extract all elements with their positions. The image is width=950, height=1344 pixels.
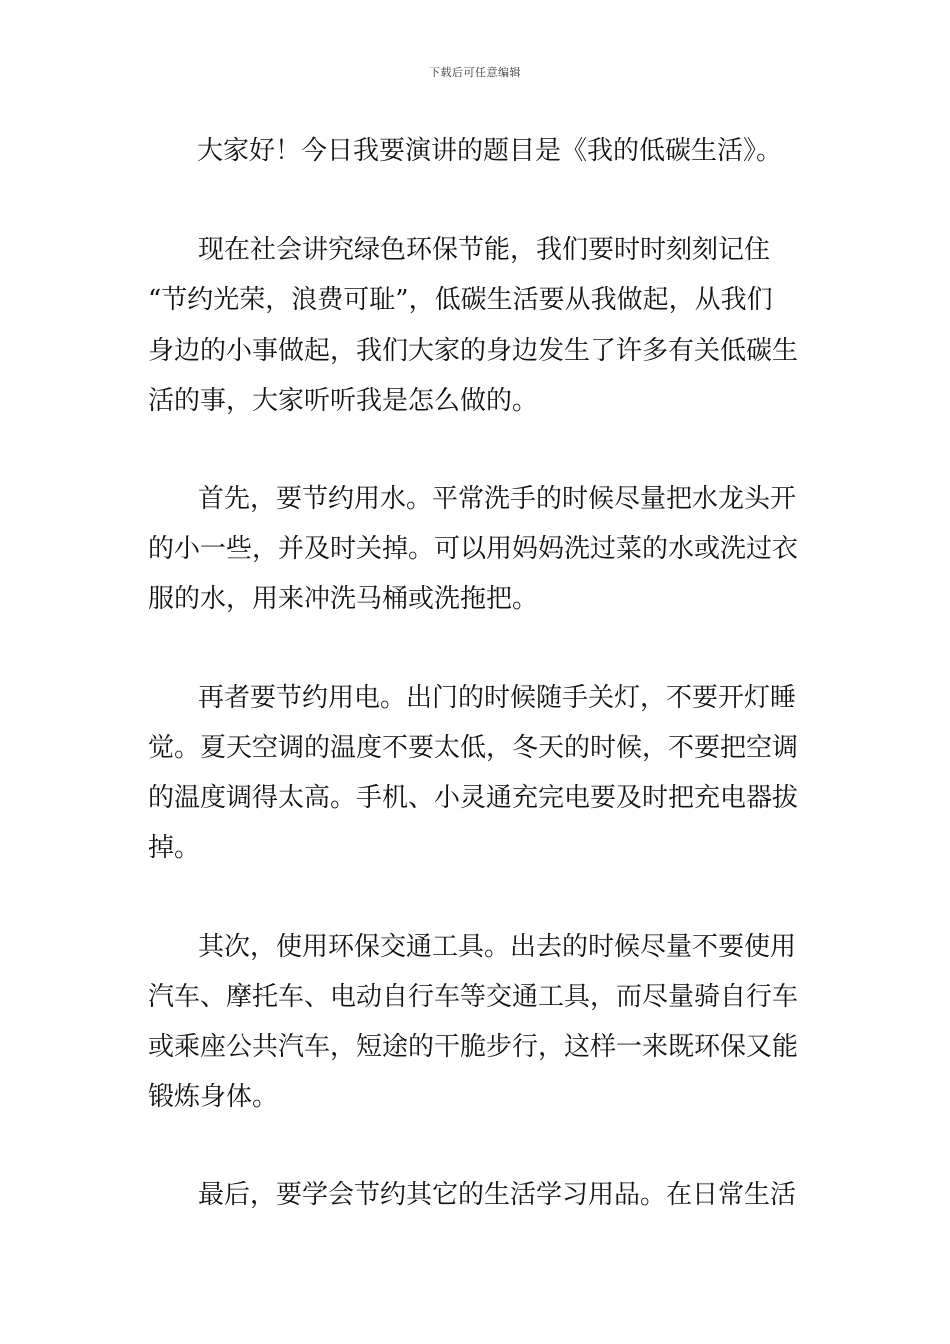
paragraph-1-line-3: 身边的小事做起，我们大家的身边发生了许多有关低碳生 — [148, 336, 799, 366]
paragraph-4-line-1: 其次，使用环保交通工具。出去的时候尽量不要使用 — [198, 932, 797, 962]
paragraph-1-line-2: “节约光荣，浪费可耻”，低碳生活要从我做起，从我们 — [148, 285, 773, 315]
paragraph-1-line-4: 活的事，大家听听我是怎么做的。 — [148, 386, 539, 416]
paragraph-3-line-1: 再者要节约用电。出门的时候随手关灯，不要开灯睡 — [198, 683, 797, 713]
paragraph-2-line-1: 首先，要节约用水。平常洗手的时候尽量把水龙头开 — [198, 484, 797, 514]
paragraph-4-line-3: 或乘座公共汽车，短途的干脆步行，这样一来既环保又能 — [148, 1032, 799, 1062]
header-note: 下载后可任意编辑 — [429, 66, 521, 79]
paragraph-2-line-2: 的小一些，并及时关掉。可以用妈妈洗过菜的水或洗过衣 — [148, 534, 799, 564]
intro-line: 大家好！今日我要演讲的题目是《我的低碳生活》。 — [197, 136, 783, 166]
paragraph-3-line-3: 的温度调得太高。手机、小灵通充完电要及时把充电器拔 — [148, 783, 799, 813]
paragraph-5-line-1: 最后，要学会节约其它的生活学习用品。在日常生活 — [198, 1180, 797, 1210]
paragraph-1-line-1: 现在社会讲究绿色环保节能，我们要时时刻刻记住 — [198, 235, 771, 265]
paragraph-3-line-4: 掉。 — [148, 833, 201, 863]
paragraph-4-line-2: 汽车、摩托车、电动自行车等交通工具，而尽量骑自行车 — [148, 982, 799, 1012]
paragraph-4-line-4: 锻炼身体。 — [148, 1082, 279, 1112]
paragraph-2-line-3: 服的水，用来冲洗马桶或洗拖把。 — [148, 584, 539, 614]
paragraph-3-line-2: 觉。夏天空调的温度不要太低，冬天的时候，不要把空调 — [148, 733, 799, 763]
